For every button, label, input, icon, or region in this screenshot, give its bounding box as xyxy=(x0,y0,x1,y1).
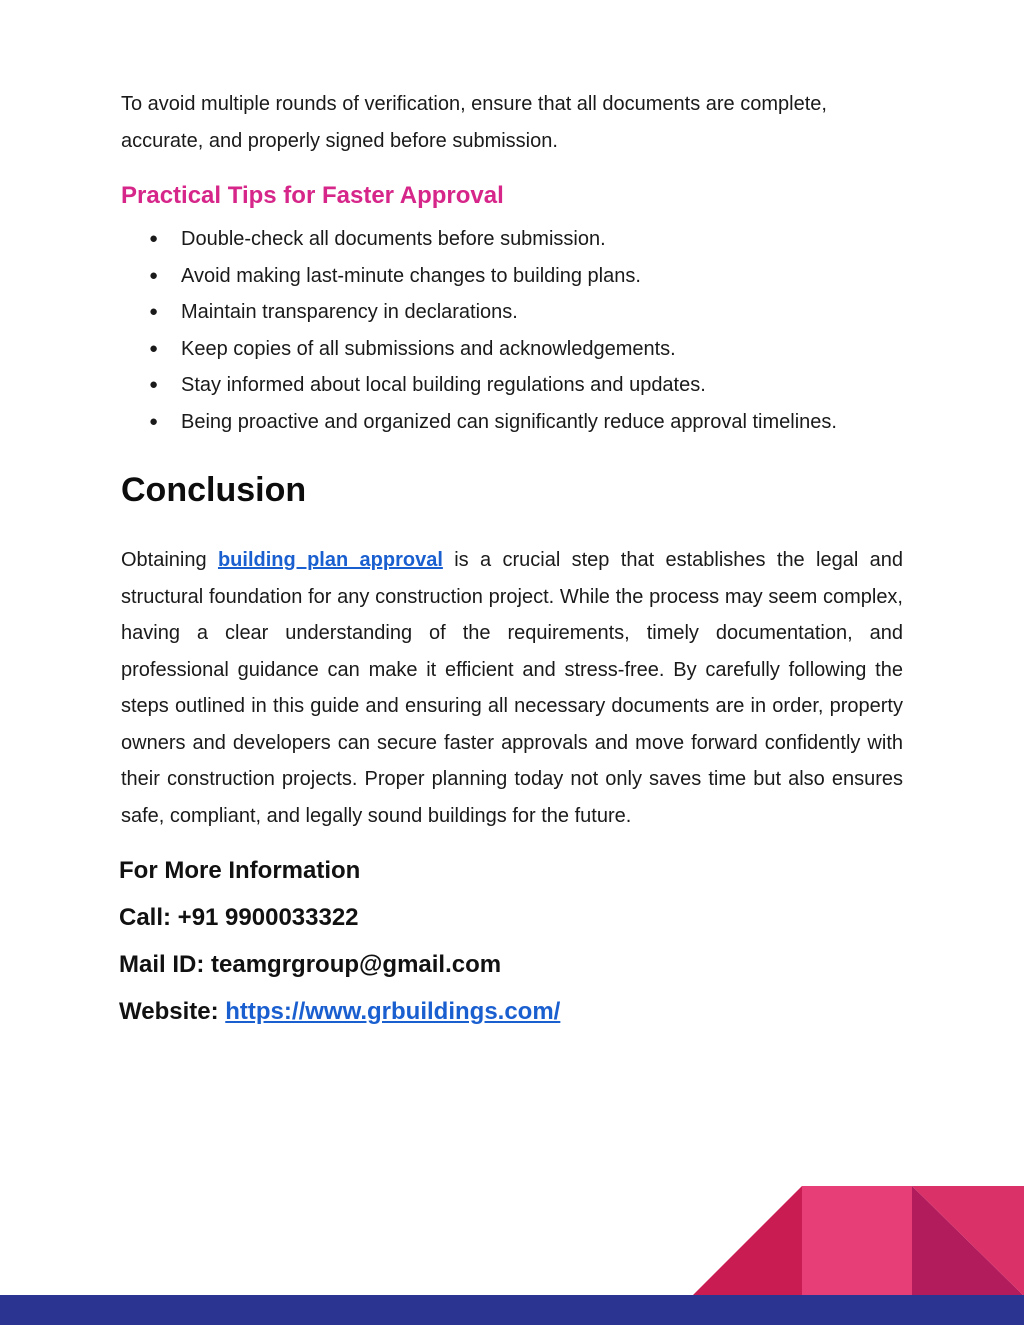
conclusion-paragraph: Obtaining building plan approval is a crucial step that establishes the legal and structural foundation for any construction project. While the process may seem complex, having a clear understanding of the requirements, timely documentation, and professional guidance can make it efficient and stress-free. By carefully following the steps outlined in this guide and ensuring all necessary documents are in order, property owners and developers can secure faster approvals and move forward confidently with their construction projects. Proper planning today not only saves time but also ensures safe, compliant, and legally sound buildings for the future. xyxy=(121,549,903,827)
building-plan-approval-link[interactable]: building plan approval xyxy=(217,549,443,571)
conclusion-heading: Conclusion xyxy=(121,471,307,509)
tips-heading: Practical Tips for Faster Approval xyxy=(121,182,504,209)
list-item: ● Double-check all documents before submission. xyxy=(149,221,903,258)
intro-paragraph: To avoid multiple rounds of verification, ensure that all documents are complete, accurate, and properly signed before submission. xyxy=(121,93,827,152)
list-item: ● Stay informed about local building regulations and updates. xyxy=(149,367,903,404)
list-item: ● Maintain transparency in declarations. xyxy=(149,294,903,331)
list-item: ● Being proactive and organized can significantly reduce approval timelines. xyxy=(149,404,903,441)
decor-shape-pink xyxy=(802,1186,912,1296)
bullet-icon: ● xyxy=(149,303,159,320)
bullet-icon: ● xyxy=(149,266,159,284)
contact-mail: Mail ID: teamgrgroup@gmail.com xyxy=(119,951,502,978)
bullet-icon: ● xyxy=(149,376,159,393)
list-item: ● Keep copies of all submissions and acknowledgements. xyxy=(149,331,903,368)
bullet-icon: ● xyxy=(149,230,159,247)
bullet-icon: ● xyxy=(149,412,159,430)
website-link[interactable]: https://www.grbuildings.com/ xyxy=(225,998,561,1025)
bullet-icon: ● xyxy=(149,339,159,357)
contact-call: Call: +91 9900033322 xyxy=(119,904,359,931)
contact-website: Website: https://www.grbuildings.com/ xyxy=(119,998,561,1025)
list-item: ● Avoid making last-minute changes to building plans. xyxy=(149,258,903,295)
contact-heading: For More Information xyxy=(119,857,361,884)
footer-bar xyxy=(0,1295,1024,1325)
